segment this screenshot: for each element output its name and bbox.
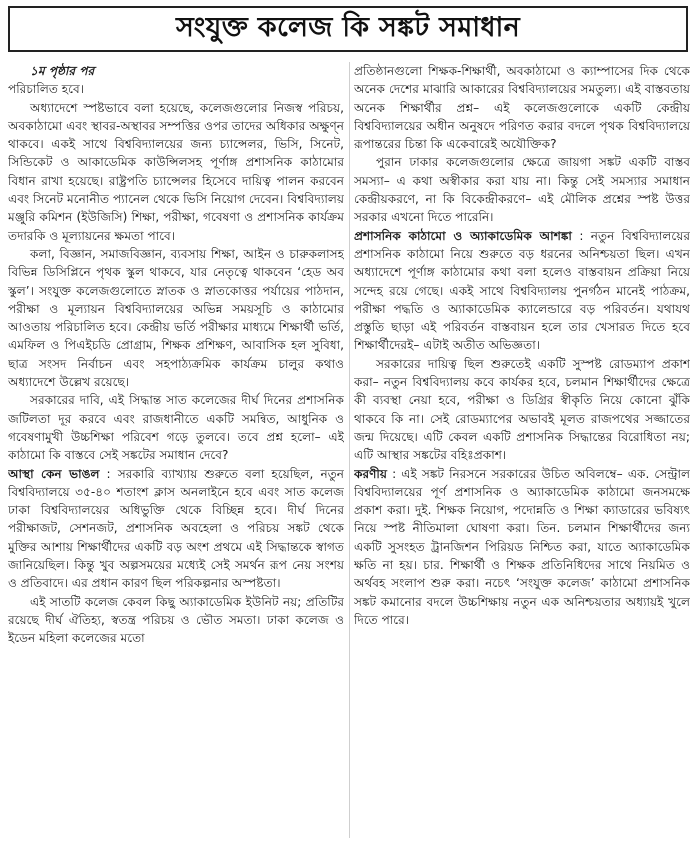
right-column: [354, 62, 690, 838]
section-text: : এই সঙ্কট নিরসনে সরকারের উচিত অবিলম্বে– এক. সেন্ট্রাল বিশ্ববিদ্যালয়ের পূর্ণ প্রশাসনিক ও অ্যাকাডেমিক কাঠামো জনসমক্ষে প্রকাশ করা। দুই. শিক্ষক নিয়োগ, পদোন্নতি ও শিক্ষা ক্যাডারের ভবিষ্যৎ নিয়ে স্পষ্ট নীতিমালা ঘোষণা করা। তিন. চলমান শিক্ষার্থীদের জন্য একটি সুসংহত ট্রানজিশন পিরিয়ড নিশ্চিত করা, যাতে অ্যাকাডেমিক ক্ষতি না হয়। চার. শিক্ষার্থী ও শিক্ষক প্রতিনিধিদের সাথে নিয়মিত ও অর্থবহ সংলাপ শুরু করা। নচেৎ ‘সংযুক্ত কলেজ’ কাঠামো প্রশাসনিক সঙ্কট কমানোর বদলে উচ্চশিক্ষায় নতুন এক অনিশ্চয়তার অধ্যায়ই খুলে দিতে পারে।: [354, 466, 690, 627]
left-column: [8, 62, 344, 838]
section-text: : নতুন বিশ্ববিদ্যালয়ের প্রশাসনিক কাঠামো নিয়ে শুরুতে বড় ধরনের অনিশ্চয়তা ছিল। এখন অধ্যাদেশে পূর্ণাঙ্গ কাঠামোর কথা বলা হলেও বাস্তবায়ন প্রক্রিয়া নিয়ে সন্দেহ রয়ে গেছে। একই সাথে বিশ্ববিদ্যালয় পুনর্গঠন মানেই পাঠক্রম, পরীক্ষা পদ্ধতি ও অ্যাকাডেমিক ক্যালেন্ডারে বড় পরিবর্তন। যথাযথ প্রস্তুতি ছাড়া এই পরিবর্তন বাস্তবায়ন হলে তার খেসারত দিতে হবে শিক্ষার্থীদেরই– এটাই অতীত অভিজ্ঞতা।: [354, 228, 690, 353]
paragraph: সরকারের দায়িত্ব ছিল শুরুতেই একটি সুস্পষ্ট রোডম্যাপ প্রকাশ করা– নতুন বিশ্ববিদ্যালয় কবে কার্যকর হবে, চলমান শিক্ষার্থীদের ক্ষেত্রে কী ব্যবস্থা নেয়া হবে, পরীক্ষা ও ডিগ্রির স্বীকৃতি নিয়ে কোনো ঝুঁকি থাকবে কি না। সেই রোডম্যাপের অভাবই মূলত রাজপথের সজ্জাতের জন্ম দিয়েছে। এটি কেবল একটি প্রশাসনিক সিদ্ধান্তের বিরোধিতা নয়; এটি আস্থার সঙ্কটের বহিঃপ্রকাশ।: [354, 356, 690, 463]
headline-box: [8, 6, 688, 52]
section-paragraph: [8, 465, 344, 593]
section-heading: প্রশাসনিক কাঠামো ও অ্যাকাডেমিক আশঙ্কা: [354, 228, 572, 243]
column-divider: [349, 62, 350, 838]
paragraph: পুরান ঢাকার কলেজগুলোর ক্ষেত্রে জায়গা সঙ্কট একটি বাস্তব সমস্যা– এ কথা অস্বীকার করা যায় না। কিন্তু সেই সমস্যার সমাধান কেন্দ্রীয়করণে, না কি বিকেন্দ্রীকরণে– এই মৌলিক প্রশ্নের স্পষ্ট উত্তর সরকার এখনো দিতে পারেনি।: [354, 155, 690, 225]
section-paragraph: [354, 227, 690, 355]
paragraph: প্রতিষ্ঠানগুলো শিক্ষক-শিক্ষার্থী, অবকাঠামো ও ক্যাম্পাসের দিক থেকে অনেক দেশের মাঝারি আকারের বিশ্ববিদ্যালয়ের সমতুল্য। এই বাস্তবতায় অনেক শিক্ষার্থীর প্রশ্ন– এই কলেজগুলোকে একটি কেন্দ্রীয় বিশ্ববিদ্যালয়ের অধীন অনুষদে পরিণত করার বদলে পৃথক বিশ্ববিদ্যালয়ে রূপান্তরের চিন্তা কি একেবারেই অযৌক্তিক?: [354, 64, 690, 152]
paragraph: পরিচালিত হবে।: [8, 82, 85, 97]
paragraph: সরকারের দাবি, এই সিদ্ধান্ত সাত কলেজের দীর্ঘ দিনের প্রশাসনিক জটিলতা দূর করবে এবং রাজধানীতে একটি সমন্বিত, আধুনিক ও গবেষণামুখী উচ্চশিক্ষা পরিবেশ গড়ে তুলবে। তবে প্রশ্ন হলো– এই কাঠামো কি বাস্তবে সেই সঙ্কটের সমাধান দেবে?: [8, 393, 344, 463]
section-paragraph: [354, 465, 690, 630]
section-heading: আস্থা কেন ভাঙল: [8, 466, 100, 481]
article-columns: [8, 62, 690, 838]
paragraph: এই সাতটি কলেজ কেবল কিছু অ্যাকাডেমিক ইউনিট নয়; প্রতিটির রয়েছে দীর্ঘ ঐতিহ্য, স্বতন্ত্র পরিচয় ও ভৌত সমতা। ঢাকা কলেজ ও ইডেন মহিলা কলেজের মতো: [8, 594, 344, 646]
paragraph: অধ্যাদেশে স্পষ্টভাবে বলা হয়েছে, কলেজগুলোর নিজস্ব পরিচয়, অবকাঠামো এবং স্থাবর-অস্থাবর সম্পত্তির ওপর তাদের অধিকার অক্ষুণ্ন থাকবে। একই সাথে বিশ্ববিদ্যালয়ের জন্য চ্যান্সেলর, ভিসি, সিনেট, সিন্ডিকেট ও আকাডেমিক কাউন্সিলসহ পূর্ণাঙ্গ প্রশাসনিক কাঠামোর বিধান রাখা হয়েছে। রাষ্ট্রপতি চ্যান্সেলর হিসেবে দায়িত্ব পালন করবেন এবং সিনেট মনোনীত প্যানেল থেকে ভিসি নিয়োগ দেবেন। বিশ্ববিদ্যালয় মঞ্জুরি কমিশন (ইউজিসি) শিক্ষা, পরীক্ষা, গবেষণা ও প্রশাসনিক কার্যক্রম তদারকি ও মূল্যায়নের ক্ষমতা পাবে।: [8, 100, 344, 243]
section-heading: করণীয়: [354, 466, 388, 481]
paragraph: কলা, বিজ্ঞান, সমাজবিজ্ঞান, ব্যবসায় শিক্ষা, আইন ও চারুকলাসহ বিভিন্ন ডিসিপ্লিনে পৃথক স্কুল থাকবে, যার নেতৃত্বে থাকবেন ‘হেড অব স্কুল’। সংযুক্ত কলেজগুলোতে স্নাতক ও স্নাতকোত্তর পর্যায়ের পাঠদান, পরীক্ষা ও মূল্যায়ন বিশ্ববিদ্যালয়ের অভিন্ন সময়সূচি ও কাঠামোর আওতায় পরিচালিত হবে। কেন্দ্রীয় ভর্তি পরীক্ষার মাধ্যমে শিক্ষার্থী ভর্তি, এমফিল ও পিএইচডি প্রোগ্রাম, শিক্ষক প্রশিক্ষণ, আবাসিক হল সুবিধা, ছাত্র সংসদ নির্বাচন এবং সহপাঠ্যক্রমিক কার্যক্রম চালুর কথাও অধ্যাদেশে উল্লেখ রয়েছে।: [8, 246, 344, 390]
jump-line: ১ম পৃষ্ঠার পর: [30, 64, 95, 78]
headline: সংযুক্ত কলেজ কি সঙ্কট সমাধান: [175, 11, 521, 43]
section-text: : সরকারি ব্যাখ্যায় শুরুতে বলা হয়েছিল, নতুন বিশ্ববিদ্যালয়ে ৩৫-৪০ শতাংশ ক্লাস অনলাইনে হবে এবং সাত কলেজ ঢাকা বিশ্ববিদ্যালয়ের অধিভুক্তি থেকে বিচ্ছিন্ন হবে। দীর্ঘ দিনের পরীক্ষাজট, সেশনজট, প্রশাসনিক অবহেলা ও পরিচয় সঙ্কট থেকে মুক্তির আশায় শিক্ষার্থীদের একটি বড় অংশ প্রথমে এই সিদ্ধান্তকে স্বাগত জানিয়েছিল। কিন্তু খুব অল্পসময়ের মধ্যেই সেই সমর্থন রূপ নেয় সংশয় ও প্রতিবাদে। এর প্রধান কারণ ছিল পরিকল্পনার অস্পষ্টতা।: [8, 466, 344, 591]
